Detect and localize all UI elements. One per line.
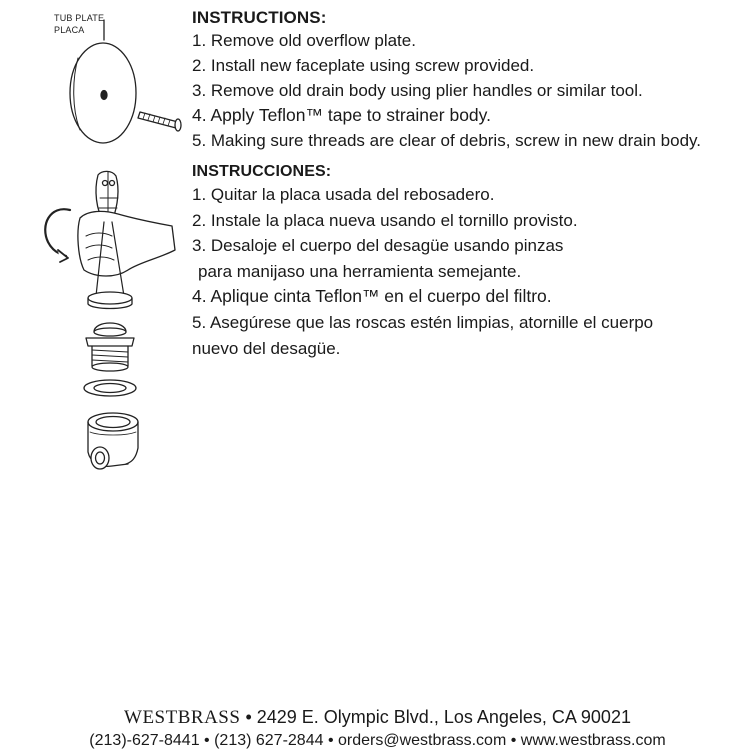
screw-icon (138, 112, 181, 131)
brand-name: WESTBRASS (124, 707, 241, 728)
tub-plate-icon (70, 43, 136, 143)
instruccion-step-continuation: nuevo del desagüe. (192, 338, 341, 358)
instruction-step: 2. Install new faceplate using screw provided. (192, 56, 535, 75)
instruccion-step: 3. Desaloje el cuerpo del desagüe usando pinzas (192, 236, 564, 256)
instructions-heading: INSTRUCTIONS: (192, 8, 327, 27)
footer-address-line (0, 706, 755, 729)
rotate-arrow-icon (45, 209, 70, 262)
tub-plate-callout (54, 12, 104, 36)
instructions-list (192, 28, 748, 153)
instruccion-step: 4. Aplique cinta Teflon™ en el cuerpo del filtro. (192, 286, 552, 307)
gasket-ring-icon (84, 380, 136, 396)
instrucciones-list (192, 182, 748, 361)
instruction-step: 1. Remove old overflow plate. (192, 31, 416, 50)
callout-label-es: PLACA (54, 25, 85, 35)
drain-shoe-icon (88, 413, 138, 469)
instruction-step: 4. Apply Teflon™ tape to strainer body. (192, 105, 491, 125)
pliers-hand-icon (78, 171, 175, 296)
footer-address: • 2429 E. Olympic Blvd., Los Angeles, CA 90021 (240, 707, 631, 727)
instruccion-step: 5. Asegúrese que las roscas estén limpias, atornille el cuerpo (192, 312, 654, 332)
instruccion-step-continuation: para manijaso una herramienta semejante. (198, 261, 522, 281)
old-drain-body-icon (88, 292, 132, 309)
instruccion-step: 2. Instale la placa nueva usando el tornillo provisto. (192, 210, 578, 230)
callout-label-en: TUB PLATE (54, 13, 105, 23)
instructions-panel (192, 7, 748, 361)
instruction-step: 3. Remove old drain body using plier handles or similar tool. (192, 81, 643, 100)
drain-stopper-icon (86, 323, 134, 371)
instrucciones-heading: INSTRUCCIONES: (192, 163, 332, 180)
instruction-step: 5. Making sure threads are clear of debris, screw in new drain body. (192, 131, 701, 150)
drain-assembly-illustration (0, 0, 190, 480)
footer-contact-line: (213)-627-8441 • (213) 627-2844 • orders@westbrass.com • www.westbrass.com (89, 732, 666, 749)
instruccion-step: 1. Quitar la placa usada del rebosadero. (192, 185, 495, 204)
